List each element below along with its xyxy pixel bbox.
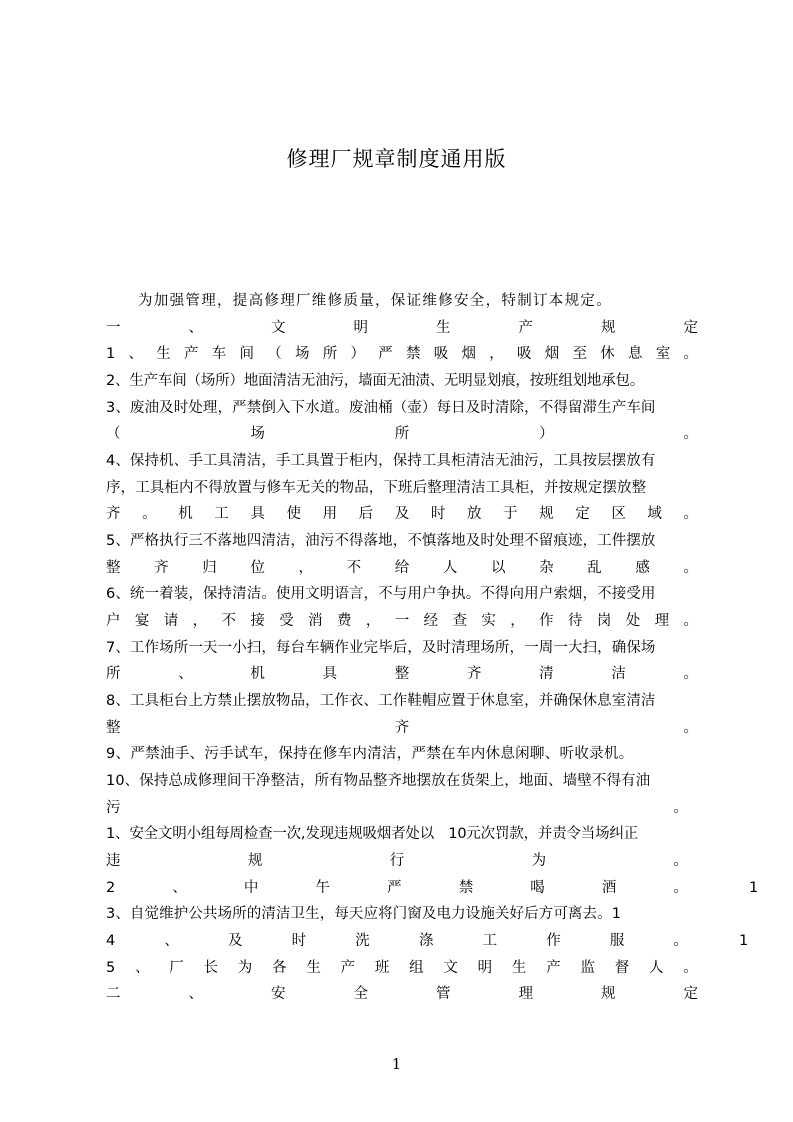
text-glyph: 严 <box>378 346 393 362</box>
text-glyph: 禁 <box>458 880 474 896</box>
text-glyph: 1 <box>106 346 116 362</box>
text-glyph: 违 <box>106 853 121 869</box>
rule-line: 10、保持总成修理间干净整洁，所有物品整齐地摆放在货架上，地面、墙壁不得有油 <box>106 773 651 789</box>
rule-line: 3、废油及时处理，严禁倒入下水道。废油桶（壶）每日及时清除，不得留滞生产车间 <box>106 400 656 416</box>
text-glyph: 、 <box>128 346 143 362</box>
text-glyph: 归 <box>202 560 217 576</box>
text-glyph: 2 <box>106 880 116 896</box>
text-glyph: 定 <box>683 986 698 1002</box>
intro-paragraph: 为加强管理，提高修理厂维修质量，保证维修安全，特制订本规定。 <box>138 293 612 309</box>
text-glyph: 、 <box>178 666 193 682</box>
text-glyph: 及 <box>228 933 243 949</box>
text-glyph: 污 <box>106 800 121 816</box>
text-glyph: 给 <box>394 560 410 576</box>
text-glyph: 所 <box>106 666 121 682</box>
text-glyph: 于 <box>503 506 518 522</box>
text-glyph: 宴 <box>134 613 150 629</box>
text-glyph: 吸 <box>516 346 532 362</box>
text-glyph: 酒 <box>601 880 617 896</box>
text-glyph: 生 <box>436 320 451 336</box>
text-glyph: 查 <box>452 613 467 629</box>
text-glyph: 班 <box>374 960 390 976</box>
text-glyph: 产 <box>340 960 356 976</box>
text-glyph: 喝 <box>530 880 545 896</box>
text-glyph: 间 <box>239 346 254 362</box>
text-glyph: 。 <box>142 506 157 522</box>
text-glyph: 。 <box>683 720 698 736</box>
text-glyph: 、 <box>188 986 203 1002</box>
text-glyph: 组 <box>409 960 424 976</box>
text-glyph: 。 <box>683 666 698 682</box>
justified-text <box>106 928 688 954</box>
text-glyph: 定 <box>683 320 698 336</box>
text-glyph: ， <box>365 613 381 629</box>
text-glyph: 生 <box>306 960 321 976</box>
text-glyph: 域 <box>647 506 662 522</box>
text-glyph: 中 <box>243 880 259 896</box>
text-glyph: 息 <box>627 346 643 362</box>
text-glyph: 监 <box>580 960 595 976</box>
text-glyph: 规 <box>601 320 616 336</box>
text-glyph: 及 <box>394 506 410 522</box>
text-glyph: 行 <box>389 853 405 869</box>
rule-line <box>106 928 756 954</box>
text-glyph: 户 <box>106 613 121 629</box>
text-glyph: 至 <box>572 346 587 362</box>
rule-line: 5、严格执行三不落地四清洁，油污不得落地，不慎落地及时处理不留痕迹，工件摆放 <box>106 533 656 549</box>
text-glyph: 整 <box>394 666 410 682</box>
text-glyph: 放 <box>466 506 482 522</box>
text-glyph: 休 <box>600 346 615 362</box>
text-glyph: 乱 <box>587 560 602 576</box>
text-glyph: 场 <box>294 346 310 362</box>
text-glyph: 为 <box>237 960 253 976</box>
text-glyph: 所 <box>322 346 338 362</box>
text-glyph: 、 <box>188 320 203 336</box>
text-glyph: （ <box>106 426 121 442</box>
text-glyph: ， <box>510 613 525 629</box>
text-glyph: 消 <box>308 613 323 629</box>
text-glyph: 洁 <box>611 666 626 682</box>
text-glyph: 岗 <box>596 613 612 629</box>
section-heading-1 <box>106 315 698 341</box>
rule-line: 9、严禁油手、污手试车，保持在修车内清洁，严禁在车内休息闲聊、听收录机。 <box>106 746 634 762</box>
text-glyph: 以 <box>491 560 506 576</box>
rule-line-continuation <box>106 555 698 581</box>
text-glyph: 。 <box>673 800 688 816</box>
text-glyph: 感 <box>635 560 650 576</box>
text-glyph: 定 <box>575 506 590 522</box>
text-glyph: 安 <box>271 986 286 1002</box>
text-glyph: 杂 <box>539 560 554 576</box>
justified-text <box>106 421 698 447</box>
text-glyph: 、 <box>172 880 187 896</box>
text-glyph: 人 <box>648 960 664 976</box>
text-glyph: 齐 <box>466 666 482 682</box>
text-glyph: 厂 <box>169 960 184 976</box>
trailing-number: 1 <box>739 933 749 949</box>
text-glyph: 不 <box>221 613 236 629</box>
rule-line: 序，工具柜内不得放置与修车无关的物品，下班后整理清洁工具柜，并按规定摆放整 <box>106 480 647 496</box>
text-glyph: 禁 <box>405 346 421 362</box>
text-glyph: 规 <box>601 986 616 1002</box>
text-glyph: 待 <box>568 613 583 629</box>
text-glyph: 严 <box>387 880 402 896</box>
text-glyph: 明 <box>477 960 493 976</box>
text-glyph: 时 <box>291 933 307 949</box>
text-glyph: 清 <box>539 666 554 682</box>
rule-line: 6、统一着装，保持清洁。使用文明语言，不与用户争执。不得向用户索烟，不接受用 <box>106 586 656 602</box>
rule-line-continuation <box>106 608 698 634</box>
text-glyph: 服 <box>609 933 625 949</box>
text-glyph: ， <box>298 560 313 576</box>
text-glyph: 室 <box>655 346 671 362</box>
text-glyph: 5 <box>106 960 116 976</box>
text-glyph: 作 <box>539 613 554 629</box>
text-glyph: ） <box>539 426 554 442</box>
rule-line: 4、保持机、手工具清洁，手工具置于柜内，保持工具柜清洁无油污，工具按层摆放有 <box>106 453 656 469</box>
rule-line <box>106 955 698 981</box>
text-glyph: 齐 <box>106 506 121 522</box>
text-glyph: 为 <box>531 853 547 869</box>
text-glyph: 。 <box>683 960 698 976</box>
text-glyph: 经 <box>423 613 439 629</box>
text-glyph: 产 <box>546 960 561 976</box>
text-glyph: 产 <box>518 320 533 336</box>
text-glyph: 工 <box>214 506 229 522</box>
text-glyph: 4 <box>106 933 116 949</box>
text-glyph: 人 <box>442 560 458 576</box>
text-glyph: 午 <box>315 880 331 896</box>
text-glyph: 场 <box>250 426 265 442</box>
text-glyph: 机 <box>250 666 265 682</box>
rule-line: 8、工具柜台上方禁止摆放物品，工作衣、工作鞋帽应置于休息室，并确保休息室清洁 <box>106 693 656 709</box>
text-glyph: 生 <box>511 960 527 976</box>
text-glyph: 各 <box>272 960 287 976</box>
rule-line-continuation <box>106 848 688 874</box>
text-glyph: 规 <box>539 506 554 522</box>
justified-text <box>106 875 688 901</box>
text-glyph: 处 <box>625 613 641 629</box>
section-heading-2 <box>106 981 698 1007</box>
rule-line-continuation <box>106 661 698 687</box>
text-glyph: 二 <box>106 986 121 1002</box>
text-glyph: 吸 <box>433 346 449 362</box>
text-glyph: 长 <box>203 960 219 976</box>
text-glyph: ， <box>192 613 208 629</box>
text-glyph: 文 <box>271 320 286 336</box>
text-glyph: 费 <box>337 613 352 629</box>
rule-line-continuation <box>106 421 698 447</box>
rule-line: 2、生产车间（场所）地面清洁无油污，墙面无油渍、无明显划痕，按班组划地承包。 <box>106 373 645 389</box>
text-glyph: 具 <box>250 506 265 522</box>
text-glyph: 督 <box>614 960 630 976</box>
text-glyph: 。 <box>673 853 688 869</box>
text-glyph: 接 <box>250 613 265 629</box>
text-glyph: 请 <box>163 613 179 629</box>
text-glyph: 、 <box>164 933 179 949</box>
text-glyph: 具 <box>322 666 338 682</box>
text-glyph: 文 <box>443 960 458 976</box>
text-glyph: 一 <box>106 320 121 336</box>
text-glyph: 。 <box>683 560 698 576</box>
text-glyph: 位 <box>250 560 265 576</box>
text-glyph: 生 <box>156 346 171 362</box>
text-glyph: 整 <box>106 560 121 576</box>
rule-line-continuation <box>106 715 698 741</box>
rule-line: 1、安全文明小组每周检查一次,发现违规吸烟者处以 10元次罚款，并责令当场纠正 <box>106 826 638 842</box>
text-glyph: 。 <box>673 933 688 949</box>
text-glyph: 受 <box>279 613 294 629</box>
text-glyph: 涤 <box>418 933 434 949</box>
text-glyph: ） <box>350 346 365 362</box>
text-glyph: 理 <box>654 613 670 629</box>
text-glyph: 使 <box>286 506 301 522</box>
text-glyph: 烟 <box>461 346 476 362</box>
text-glyph: 洗 <box>355 933 370 949</box>
text-glyph: 烟 <box>544 346 560 362</box>
rule-line: 7、工作场所一天一小扫，每台车辆作业完毕后，及时清理场所，一周一大扫，确保场 <box>106 640 656 656</box>
text-glyph: 作 <box>546 933 561 949</box>
text-glyph: 用 <box>322 506 338 522</box>
text-glyph: 。 <box>683 426 698 442</box>
text-glyph: 所 <box>394 426 410 442</box>
text-glyph: 明 <box>353 320 368 336</box>
rule-line <box>106 875 759 901</box>
text-glyph: 整 <box>106 720 121 736</box>
text-glyph: 产 <box>183 346 199 362</box>
text-glyph: 不 <box>346 560 362 576</box>
rule-line <box>106 341 698 367</box>
text-glyph: 区 <box>611 506 626 522</box>
text-glyph: 一 <box>394 613 410 629</box>
text-glyph: 实 <box>481 613 496 629</box>
text-glyph: 理 <box>518 986 533 1002</box>
text-glyph: 时 <box>430 506 446 522</box>
page-title: 修理厂规章制度通用版 <box>286 147 507 171</box>
trailing-number: 1 <box>749 880 759 896</box>
text-glyph: 。 <box>683 346 698 362</box>
text-glyph: ， <box>489 346 504 362</box>
page-number: 1 <box>391 1055 402 1073</box>
text-glyph: 管 <box>436 986 451 1002</box>
rule-line-continuation <box>106 501 698 527</box>
text-glyph: 工 <box>482 933 498 949</box>
text-glyph: 全 <box>353 986 368 1002</box>
rule-line: 3、自觉维护公共场所的清洁卫生，每天应将门窗及电力设施关好后方可离去。1 <box>106 906 622 922</box>
rule-line-continuation <box>106 795 688 821</box>
text-glyph: 。 <box>683 613 698 629</box>
text-glyph: 。 <box>673 880 688 896</box>
text-glyph: 车 <box>211 346 227 362</box>
text-glyph: 齐 <box>154 560 169 576</box>
text-glyph: 规 <box>247 853 263 869</box>
text-glyph: 、 <box>135 960 150 976</box>
text-glyph: 。 <box>683 506 698 522</box>
text-glyph: 机 <box>178 506 193 522</box>
text-glyph: （ <box>267 346 282 362</box>
text-glyph: 齐 <box>394 720 410 736</box>
text-glyph: 后 <box>358 506 374 522</box>
